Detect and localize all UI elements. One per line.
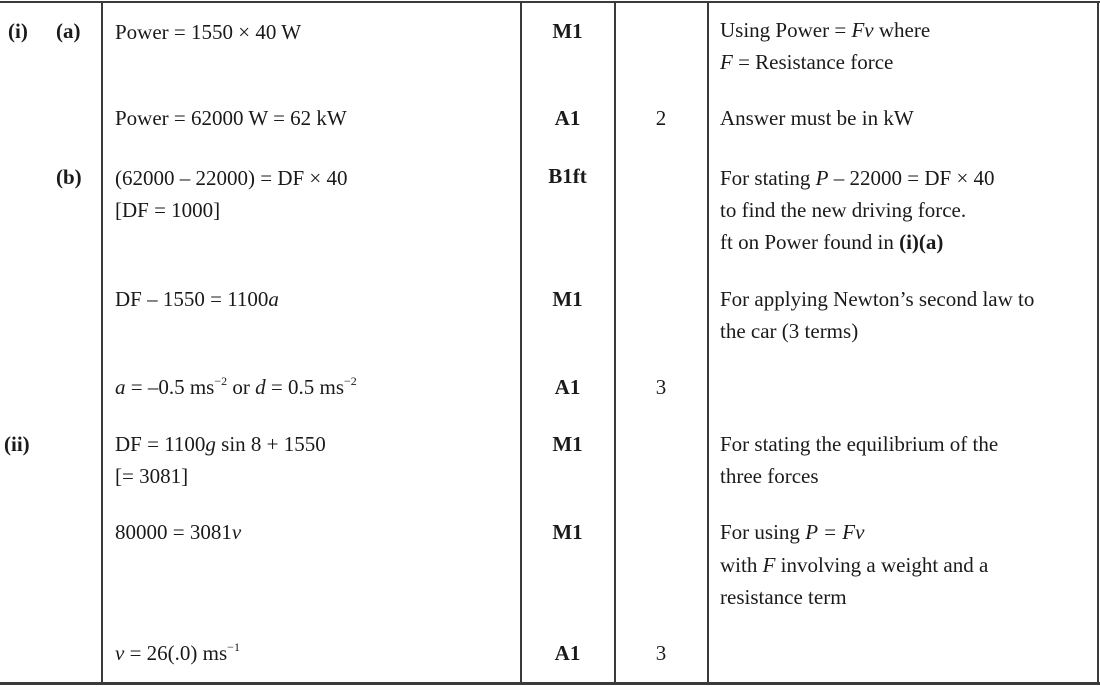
mark-1: M1	[552, 19, 583, 43]
column-divider-label	[101, 1, 103, 685]
answer-power-value: Power = 62000 W = 62 kW	[115, 106, 347, 130]
table-bottom-border	[0, 682, 1100, 685]
guidance-3b: to find the new driving force.	[720, 198, 967, 222]
table-right-border	[1097, 1, 1099, 685]
part-label-b: (b)	[56, 165, 82, 189]
answer-velocity: v = 26(.0) $ms^{-1}$	[115, 640, 240, 665]
answer-acceleration: a = –0.5 $ms^{-2}$ or d = 0.5 $ms^{-2}$	[115, 374, 357, 399]
answer-df-equation: (62000 – 22000) = DF × 40	[115, 166, 348, 190]
total-marks-ib: 3	[655, 375, 667, 399]
mark-3: B1ft	[548, 164, 587, 188]
guidance-4a: For applying Newton’s second law to	[720, 287, 1035, 311]
total-marks-ii: 3	[655, 641, 667, 665]
answer-power-velocity: 80000 = 3081v	[115, 520, 242, 544]
part-label-a: (a)	[56, 19, 81, 43]
guidance-1a: Using Power = Fv where	[720, 18, 931, 42]
guidance-6a: For stating the equilibrium of the	[720, 432, 999, 456]
mark-7: M1	[552, 520, 583, 544]
guidance-3c: ft on Power found in (i)(a)	[720, 230, 944, 254]
mark-8: A1	[554, 641, 581, 665]
answer-power-formula: Power = 1550 × 40 W	[115, 20, 302, 44]
part-label-i: (i)	[8, 19, 28, 43]
guidance-3a: For stating P – 22000 = DF × 40	[720, 166, 995, 190]
guidance-4b: the car (3 terms)	[720, 319, 859, 343]
mark-6: M1	[552, 432, 583, 456]
answer-df-equilibrium: DF = 1100g sin 8 + 1550	[115, 432, 326, 456]
column-divider-total	[707, 1, 709, 685]
answer-df-value: [DF = 1000]	[115, 198, 221, 222]
guidance-1b: F = Resistance force	[720, 50, 894, 74]
table-top-border	[0, 1, 1100, 3]
mark-2: A1	[554, 106, 581, 130]
guidance-6b: three forces	[720, 464, 819, 488]
guidance-7b: with F involving a weight and a	[720, 553, 989, 577]
guidance-7a: For using P = Fv	[720, 520, 865, 544]
mark-5: A1	[554, 375, 581, 399]
total-marks-ia: 2	[655, 106, 667, 130]
answer-df-equilibrium-value: [= 3081]	[115, 464, 189, 488]
guidance-2: Answer must be in kW	[720, 106, 914, 130]
guidance-7c: resistance term	[720, 585, 847, 609]
mark-4: M1	[552, 287, 583, 311]
part-label-ii: (ii)	[4, 432, 30, 456]
answer-newton-equation: DF – 1550 = 1100a	[115, 287, 279, 311]
